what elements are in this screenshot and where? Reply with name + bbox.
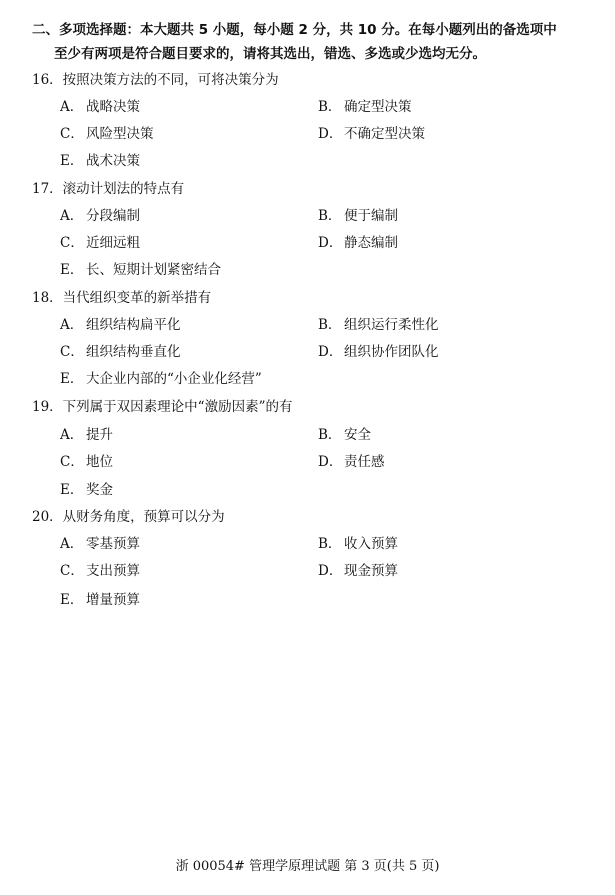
option-text: 战略决策 (86, 99, 140, 115)
option-text: 地位 (86, 454, 113, 470)
question-19-option-a (60, 425, 113, 445)
option-label: D． (318, 235, 343, 251)
question-18-option-c (60, 342, 181, 362)
question-18-stem: 18．当代组织变革的新举措有 (32, 290, 212, 306)
option-text: 组织结构垂直化 (86, 344, 181, 360)
option-label: D． (318, 454, 343, 470)
option-label: C． (60, 563, 84, 579)
option-text: 责任感 (344, 454, 385, 470)
option-label: D． (318, 126, 343, 142)
question-19-option-d (318, 452, 385, 472)
option-label: B． (318, 536, 342, 552)
question-17-stem: 17．滚动计划法的特点有 (32, 181, 185, 197)
question-19-option-b (318, 425, 371, 445)
option-label: A． (60, 427, 84, 443)
option-label: B． (318, 427, 342, 443)
question-20-option-b (318, 534, 398, 554)
question-17-option-c (60, 233, 140, 253)
section-header-line1: 二、多项选择题：本大题共 5 小题，每小题 2 分，共 10 分。在每小题列出的备选项中 (32, 22, 557, 38)
question-20-option-a (60, 534, 140, 554)
option-label: A． (60, 536, 84, 552)
question-17-option-a (60, 206, 140, 226)
option-label: E． (60, 153, 84, 169)
option-label: D． (318, 344, 343, 360)
option-text: 静态编制 (344, 235, 398, 251)
question-17-option-b (318, 206, 398, 226)
section-header (32, 18, 592, 66)
option-text: 分段编制 (86, 208, 140, 224)
option-text: 战术决策 (86, 153, 140, 169)
question-20-option-d (318, 561, 398, 581)
question-18-option-d (318, 342, 439, 362)
option-text: 现金预算 (344, 563, 398, 579)
question-19-stem: 19．下列属于双因素理论中“激励因素”的有 (32, 399, 293, 415)
option-text: 便于编制 (344, 208, 398, 224)
option-label: E． (60, 371, 84, 387)
question-20-stem: 20．从财务角度，预算可以分为 (32, 509, 225, 525)
option-label: B． (318, 99, 342, 115)
option-label: B． (318, 208, 342, 224)
option-text: 确定型决策 (344, 99, 412, 115)
option-text: 组织协作团队化 (344, 344, 439, 360)
question-17-option-e (60, 260, 221, 280)
option-text: 组织结构扁平化 (86, 317, 181, 333)
question-16-option-a (60, 97, 140, 117)
option-text: 零基预算 (86, 536, 140, 552)
question-18-option-e (60, 369, 262, 389)
option-label: A． (60, 208, 84, 224)
option-label: E． (60, 262, 84, 278)
question-16-option-d (318, 124, 425, 144)
option-text: 安全 (344, 427, 371, 443)
option-text: 收入预算 (344, 536, 398, 552)
option-label: E． (60, 482, 84, 498)
question-19-option-e (60, 480, 113, 500)
option-label: C． (60, 235, 84, 251)
option-label: A． (60, 99, 84, 115)
question-19-option-c (60, 452, 113, 472)
question-16-option-b (318, 97, 412, 117)
option-label: B． (318, 317, 342, 333)
question-16-stem: 16．按照决策方法的不同，可将决策分为 (32, 72, 279, 88)
question-18-option-b (318, 315, 439, 335)
option-label: C． (60, 454, 84, 470)
option-text: 大企业内部的“小企业化经营” (86, 371, 262, 387)
option-text: 风险型决策 (86, 126, 154, 142)
option-label: C． (60, 344, 84, 360)
question-16-option-c (60, 124, 154, 144)
option-text: 长、短期计划紧密结合 (86, 262, 221, 278)
page-footer: 浙 00054# 管理学原理试题 第 3 页(共 5 页) (175, 859, 440, 874)
question-20-option-c (60, 561, 140, 581)
option-text: 近细远粗 (86, 235, 140, 251)
option-label: D． (318, 563, 343, 579)
question-16-option-e (60, 151, 140, 171)
option-label: A． (60, 317, 84, 333)
option-label: C． (60, 126, 84, 142)
question-17-option-d (318, 233, 398, 253)
section-header-line2: 至少有两项是符合题目要求的，请将其选出，错选、多选或少选均无分。 (54, 46, 486, 62)
question-20-option-e (60, 590, 140, 610)
option-text: 不确定型决策 (344, 126, 425, 142)
option-text: 奖金 (86, 482, 113, 498)
option-text: 增量预算 (86, 592, 140, 608)
option-label: E． (60, 592, 84, 608)
option-text: 提升 (86, 427, 113, 443)
option-text: 支出预算 (86, 563, 140, 579)
question-18-option-a (60, 315, 181, 335)
option-text: 组织运行柔性化 (344, 317, 439, 333)
